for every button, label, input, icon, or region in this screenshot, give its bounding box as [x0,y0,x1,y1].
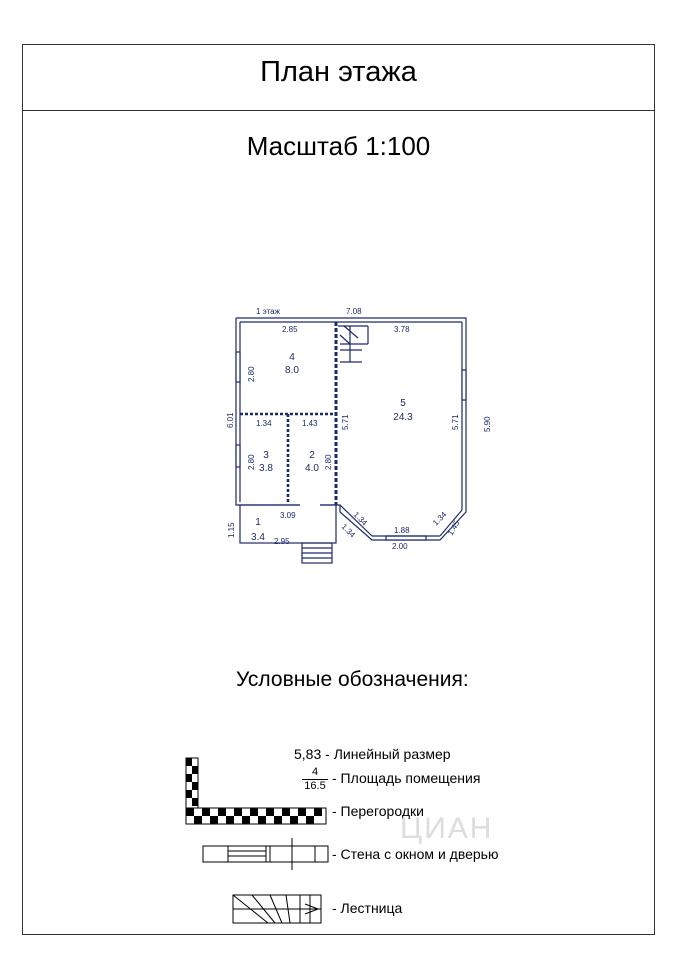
dim-bay-left-diag: 1.34 [351,510,369,528]
dim-outer-bottom: 2.00 [392,542,408,551]
dim-room2-width: 1.43 [302,419,318,428]
dim-room2-height: 2.80 [324,454,333,470]
room4-number: 4 [289,352,295,363]
window-left-lower [236,445,240,467]
legend-area-fraction [302,766,328,793]
legend-wall-label: - Стена с окном и дверью [332,846,499,862]
dim-porch-bottom: 2.95 [274,537,290,546]
legend-stair-symbol [233,895,321,923]
dim-room5-right: 5.71 [451,414,460,430]
window-right [462,370,466,400]
legend-wall-symbol [203,838,328,870]
dim-room5-left: 5.71 [341,414,350,430]
legend-area-value: 16.5 [304,780,326,792]
outer-wall [236,318,466,540]
room3-number: 3 [263,450,269,461]
room2-number: 2 [309,450,315,461]
scale-label: Масштаб 1:100 [246,131,431,161]
dim-room3-width: 1.34 [256,419,272,428]
page-title: План этажа [260,56,417,88]
room1-number: 1 [255,517,261,528]
dim-bay-bottom: 1.88 [394,526,410,535]
dim-porch-height: 1.15 [227,522,236,538]
legend-partitions-label: - Перегородки [332,803,424,819]
dim-left-total: 6.01 [226,412,235,428]
room2-area: 4.0 [305,463,319,474]
dim-outer-right-diag: 1.45 [445,519,462,537]
dim-bay-right-diag: 1.34 [431,510,449,528]
legend-stairs-label: - Лестница [332,900,403,916]
dim-top-total: 7.08 [346,307,362,316]
legend-area-number: 4 [302,766,328,780]
room5-area: 24.3 [393,412,413,423]
dim-room4-width: 2.85 [282,325,298,334]
dim-outer-left-diag: 1.34 [339,522,357,540]
dim-room3-height: 2.80 [247,454,256,470]
dim-stair-top: 3.78 [394,325,410,334]
watermark: ЦИАН [400,812,494,845]
room3-area: 3.8 [259,463,273,474]
legend-linear-label: - Линейный размер [325,746,451,762]
dim-porch-top: 3.09 [280,511,296,520]
dim-right-total: 5.90 [483,416,492,432]
room5-number: 5 [400,398,406,409]
stair-symbol [338,326,368,362]
legend-title: Условные обозначения: [236,668,469,691]
floor-label: 1 этаж [256,307,280,316]
legend-linear-value: 5,83 [294,746,322,762]
legend-linear [294,746,451,762]
window-left-upper [236,352,240,382]
legend-area-label: - Площадь помещения [332,770,481,786]
room1-area: 3.4 [251,532,265,543]
room4-area: 8.0 [285,365,299,376]
dim-room4-height: 2.80 [247,366,256,382]
